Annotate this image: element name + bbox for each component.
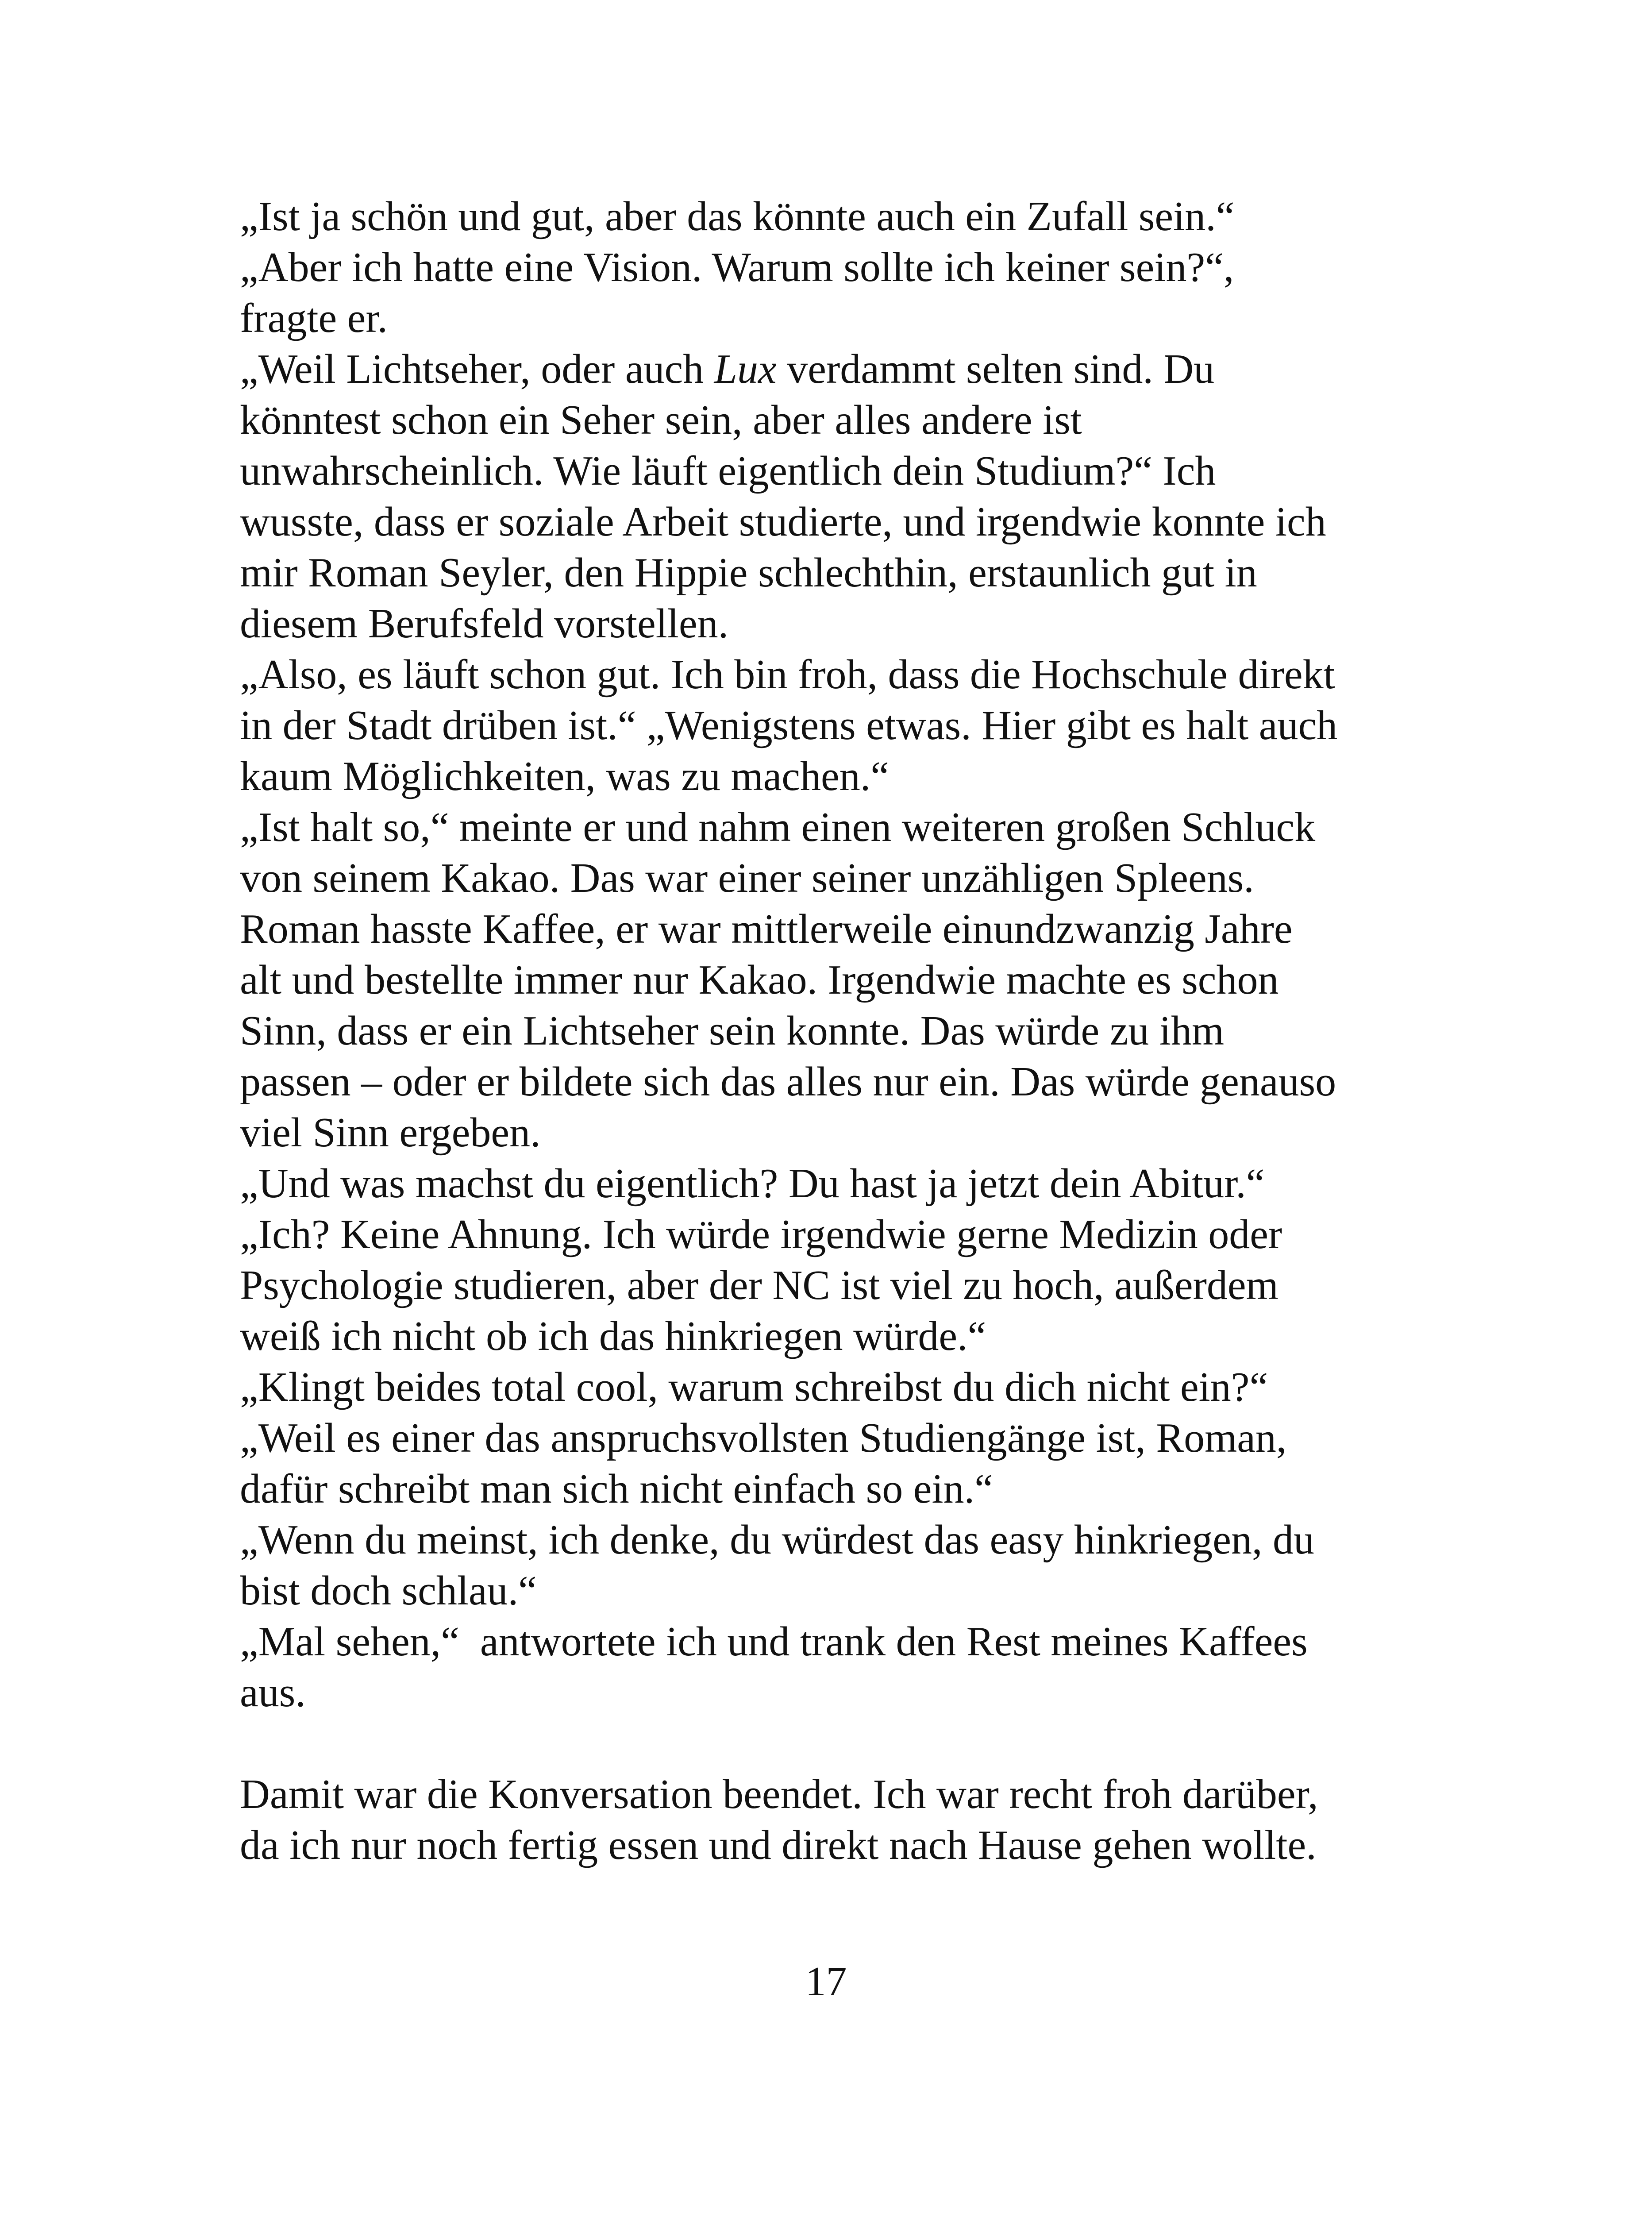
- text-line: Sinn, dass er ein Lichtseher sein konnte. Das würde zu ihm: [240, 1008, 1225, 1054]
- text-line: könntest schon ein Seher sein, aber alles andere ist: [240, 397, 1082, 443]
- text-line: da ich nur noch fertig essen und direkt nach Hause gehen wollte.: [240, 1822, 1317, 1868]
- text-line: bist doch schlau.“: [240, 1568, 537, 1614]
- text-line: aus.: [240, 1669, 306, 1716]
- text-line: „Also, es läuft schon gut. Ich bin froh, dass die Hochschule direkt: [240, 652, 1335, 698]
- text-line: Psychologie studieren, aber der NC ist viel zu hoch, außerdem: [240, 1262, 1278, 1308]
- text-line: diesem Berufsfeld vorstellen.: [240, 601, 729, 647]
- text-fragment: verdammt selten sind. Du: [776, 346, 1215, 392]
- text-line: kaum Möglichkeiten, was zu machen.“: [240, 753, 889, 799]
- text-line: Damit war die Konversation beendet. Ich war recht froh darüber,: [240, 1771, 1318, 1817]
- text-line: „Wenn du meinst, ich denke, du würdest das easy hinkriegen, du: [240, 1517, 1314, 1563]
- text-line: von seinem Kakao. Das war einer seiner unzähligen Spleens.: [240, 855, 1254, 901]
- text-line: „Ich? Keine Ahnung. Ich würde irgendwie gerne Medizin oder: [240, 1211, 1282, 1257]
- text-line: „Weil es einer das anspruchsvollsten Studiengänge ist, Roman,: [240, 1415, 1287, 1461]
- text-line: mir Roman Seyler, den Hippie schlechthin, erstaunlich gut in: [240, 550, 1257, 596]
- text-line: Roman hasste Kaffee, er war mittlerweile einundzwanzig Jahre: [240, 906, 1293, 952]
- text-line: dafür schreibt man sich nicht einfach so ein.“: [240, 1466, 993, 1512]
- text-fragment: „Weil Lichtseher, oder auch: [240, 346, 714, 392]
- paragraph-gap: [240, 1718, 1435, 1769]
- emphasized-word: Lux: [714, 346, 777, 392]
- text-line: in der Stadt drüben ist.“ „Wenigstens etwas. Hier gibt es halt auch: [240, 702, 1338, 748]
- text-line: „Ist halt so,“ meinte er und nahm einen weiteren großen Schluck: [240, 804, 1316, 850]
- text-line: viel Sinn ergeben.: [240, 1110, 541, 1156]
- text-line: alt und bestellte immer nur Kakao. Irgendwie machte es schon: [240, 957, 1279, 1003]
- text-line: passen – oder er bildete sich das alles nur ein. Das würde genauso: [240, 1059, 1336, 1105]
- text-line: weiß ich nicht ob ich das hinkriegen würde.“: [240, 1313, 986, 1359]
- text-line: „Und was machst du eigentlich? Du hast ja jetzt dein Abitur.“: [240, 1160, 1265, 1207]
- text-line: unwahrscheinlich. Wie läuft eigentlich dein Studium?“ Ich: [240, 448, 1216, 494]
- body-text: [240, 191, 1435, 1871]
- text-line: [240, 344, 1435, 395]
- text-line: fragte er.: [240, 295, 388, 341]
- text-line: „Mal sehen,“ antwortete ich und trank den Rest meines Kaffees: [240, 1619, 1308, 1665]
- text-line: wusste, dass er soziale Arbeit studierte, und irgendwie konnte ich: [240, 499, 1326, 545]
- text-line: „Klingt beides total cool, warum schreibst du dich nicht ein?“: [240, 1364, 1268, 1410]
- text-line: „Aber ich hatte eine Vision. Warum sollte ich keiner sein?“,: [240, 244, 1234, 290]
- text-line: „Ist ja schön und gut, aber das könnte auch ein Zufall sein.“: [240, 193, 1235, 239]
- page-number: 17: [805, 1959, 847, 2005]
